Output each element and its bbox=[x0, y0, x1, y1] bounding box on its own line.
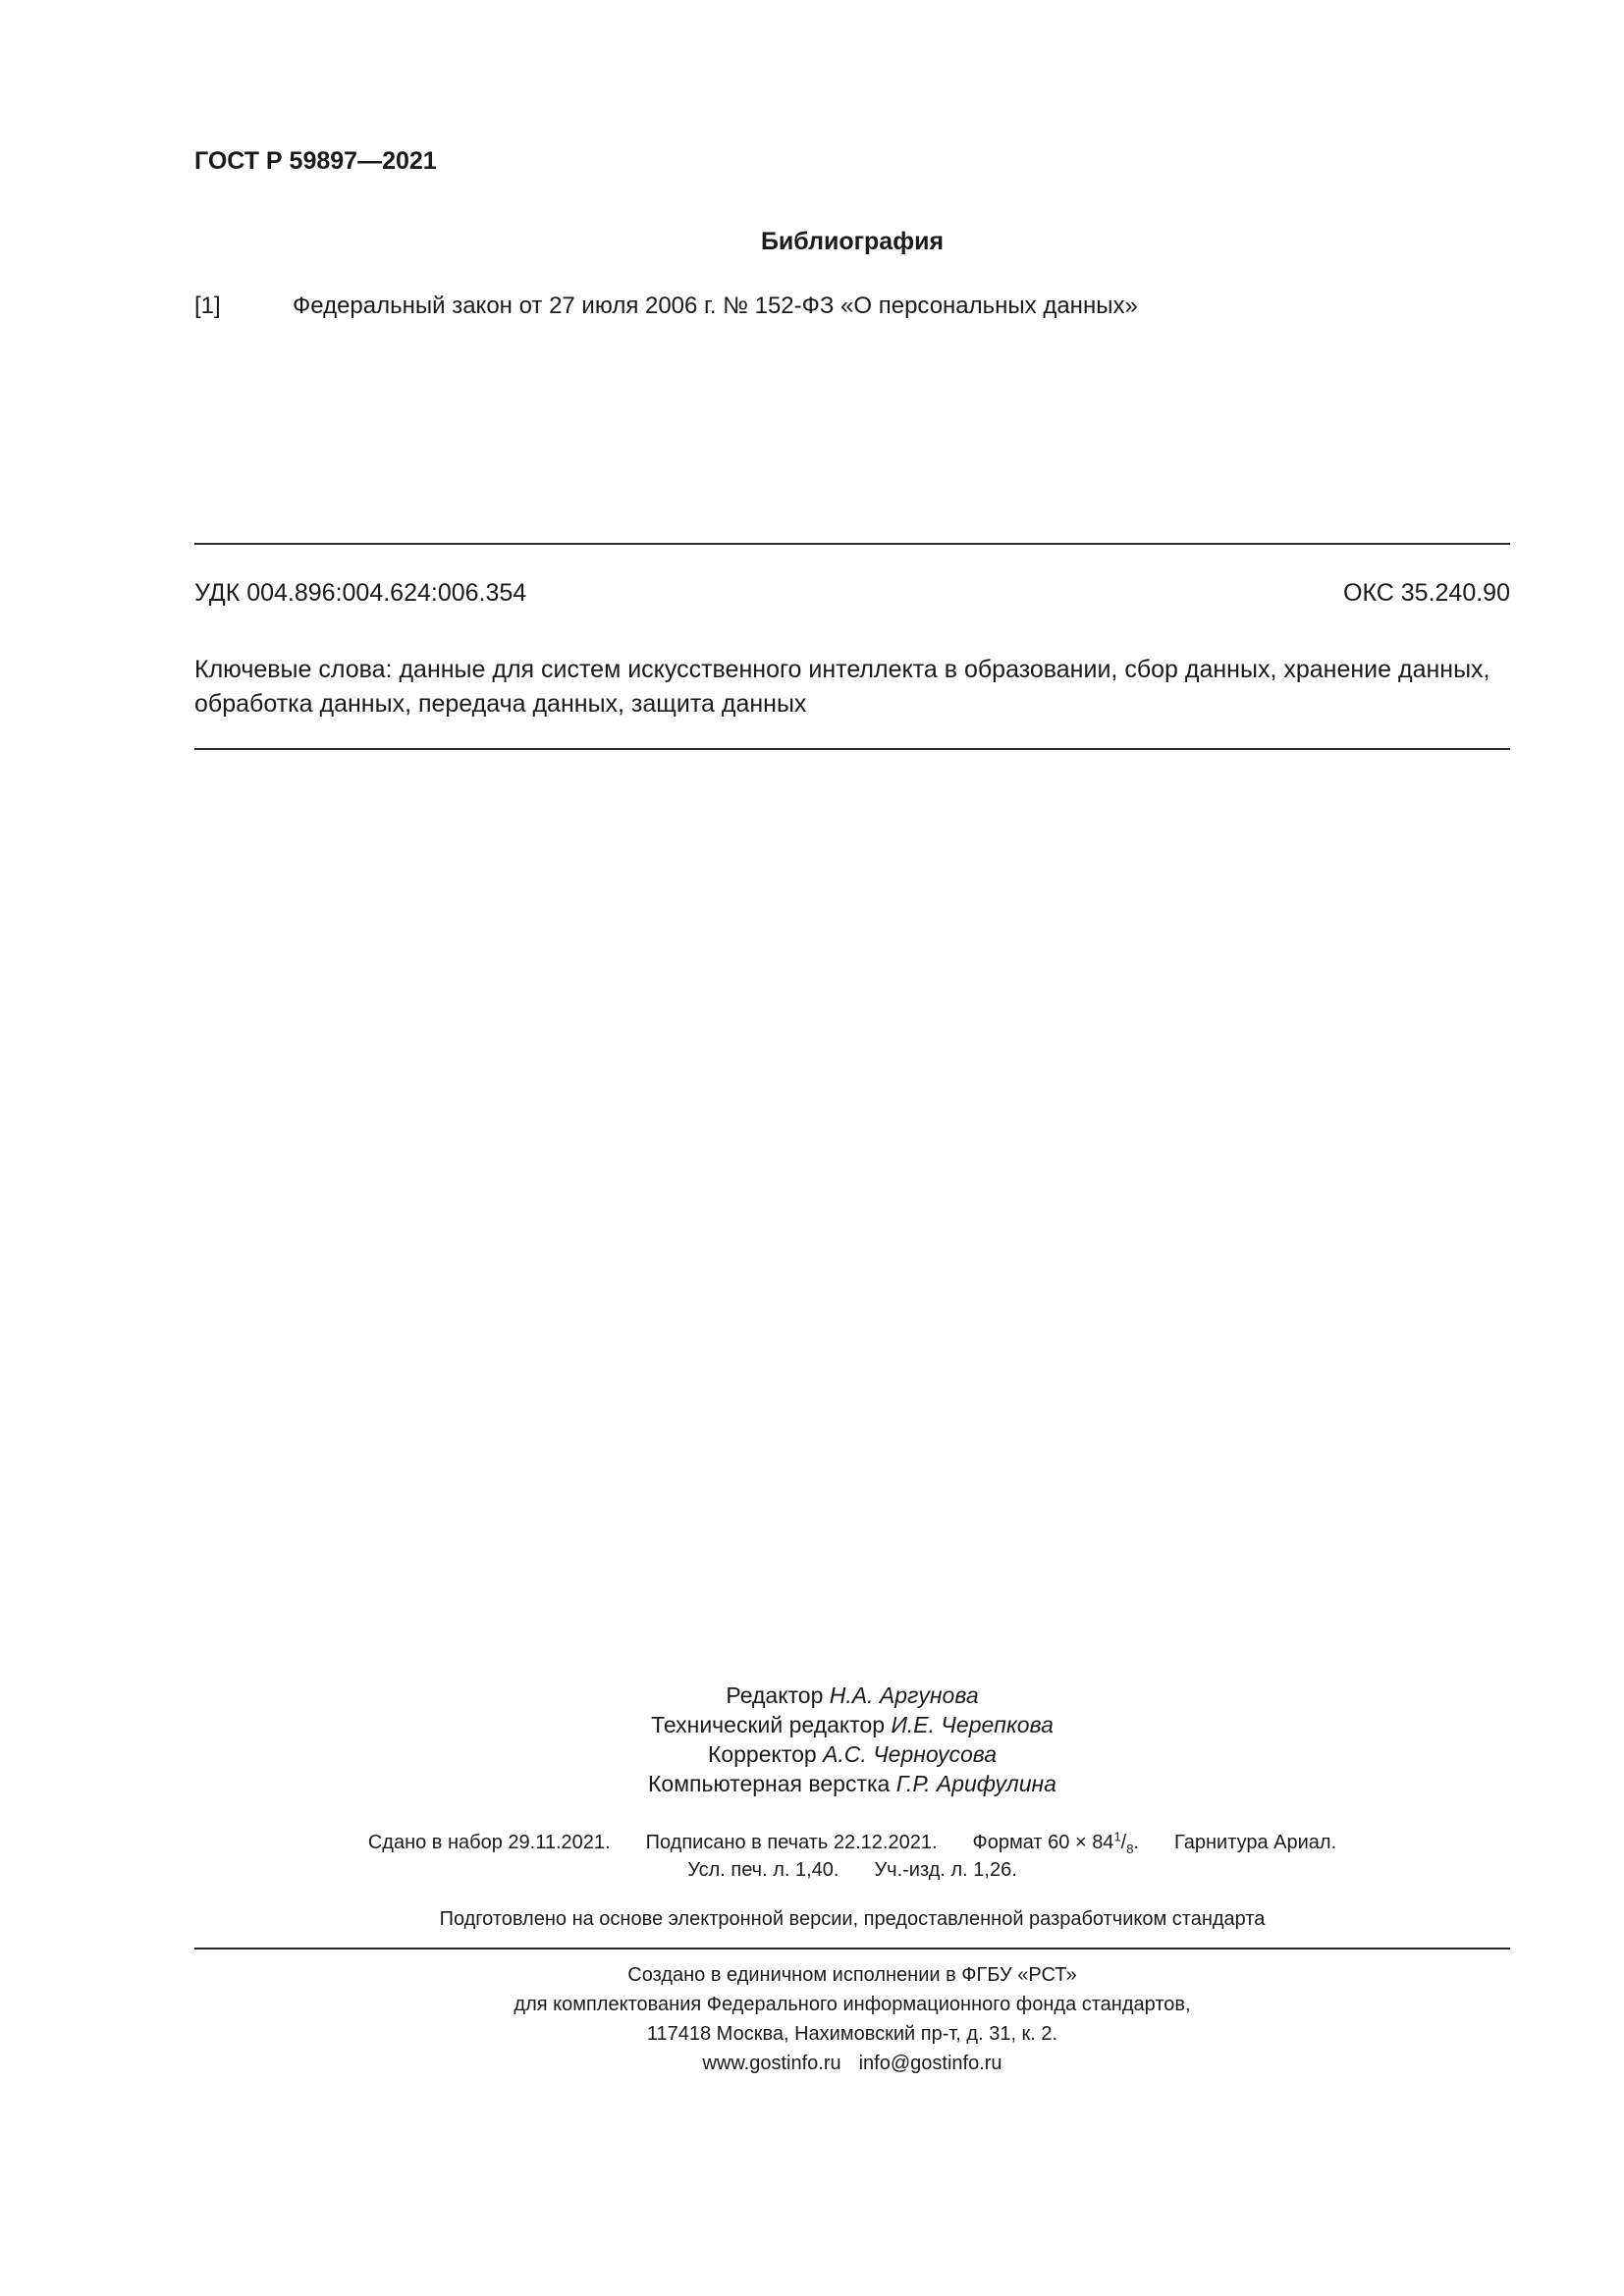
footer-block bbox=[194, 1960, 1510, 2078]
credit-name: А.С. Черноусова bbox=[823, 1741, 998, 1767]
credits-block bbox=[194, 1681, 1510, 1798]
oks-code: ОКС 35.240.90 bbox=[1343, 579, 1510, 607]
credit-role: Технический редактор bbox=[651, 1712, 886, 1737]
imprint-submitted: Сдано в набор 29.11.2021. bbox=[367, 1832, 611, 1853]
divider-keywords bbox=[194, 748, 1510, 750]
keywords: Ключевые слова: данные для систем искусственного интеллекта в образовании, сбор данных, хранение данных, обработка данных, передача данных, защита данных bbox=[194, 656, 1490, 718]
reference-number: [1] bbox=[194, 293, 221, 319]
credit-role: Редактор bbox=[726, 1682, 824, 1708]
imprint-line-1 bbox=[194, 1829, 1510, 1856]
imprint-publ-sheets: Уч.-изд. л. 1,26. bbox=[874, 1859, 1017, 1881]
credit-name: И.Е. Черепкова bbox=[891, 1712, 1054, 1737]
imprint-signed: Подписано в печать 22.12.2021. bbox=[645, 1832, 938, 1853]
credit-editor bbox=[194, 1681, 1510, 1710]
document-code: ГОСТ Р 59897—2021 bbox=[194, 147, 437, 175]
footer-line-2: для комплектования Федерального информационного фонда стандартов, bbox=[514, 1994, 1191, 2015]
credit-role: Корректор bbox=[707, 1741, 817, 1767]
footer-line-1: Создано в единичном исполнении в ФГБУ «РСТ» bbox=[627, 1964, 1077, 1986]
reference-text: Федеральный закон от 27 июля 2006 г. № 152-ФЗ «О персональных данных» bbox=[293, 293, 1138, 319]
prepared-note: Подготовлено на основе электронной версии, предоставленной разработчиком стандарта bbox=[439, 1908, 1266, 1930]
imprint-line-2 bbox=[194, 1856, 1510, 1884]
divider-footer bbox=[194, 1948, 1510, 1949]
footer-email-link[interactable]: info@gostinfo.ru bbox=[858, 2053, 1002, 2074]
credit-layout bbox=[194, 1769, 1510, 1798]
imprint-format: Формат $60 \times 84^1/_8$. bbox=[972, 1829, 1140, 1856]
footer-line-3: 117418 Москва, Нахимовский пр-т, д. 31, к. 2. bbox=[646, 2023, 1058, 2045]
bibliography-title: Библиография bbox=[760, 228, 945, 255]
divider-top bbox=[194, 543, 1510, 545]
imprint-print-sheets: Усл. печ. л. 1,40. bbox=[687, 1859, 839, 1881]
credit-name: Г.Р. Арифулина bbox=[895, 1771, 1056, 1796]
footer-contacts bbox=[194, 2049, 1510, 2078]
credit-name: Н.А. Аргунова bbox=[829, 1682, 979, 1708]
imprint-block bbox=[194, 1829, 1510, 1884]
credit-tech-editor bbox=[194, 1710, 1510, 1739]
udk-code: УДК 004.896:004.624:006.354 bbox=[194, 579, 527, 607]
credit-proofreader bbox=[194, 1739, 1510, 1769]
imprint-typeface: Гарнитура Ариал. bbox=[1174, 1832, 1337, 1853]
credit-role: Компьютерная верстка bbox=[648, 1771, 891, 1796]
footer-website-link[interactable]: www.gostinfo.ru bbox=[702, 2053, 841, 2074]
